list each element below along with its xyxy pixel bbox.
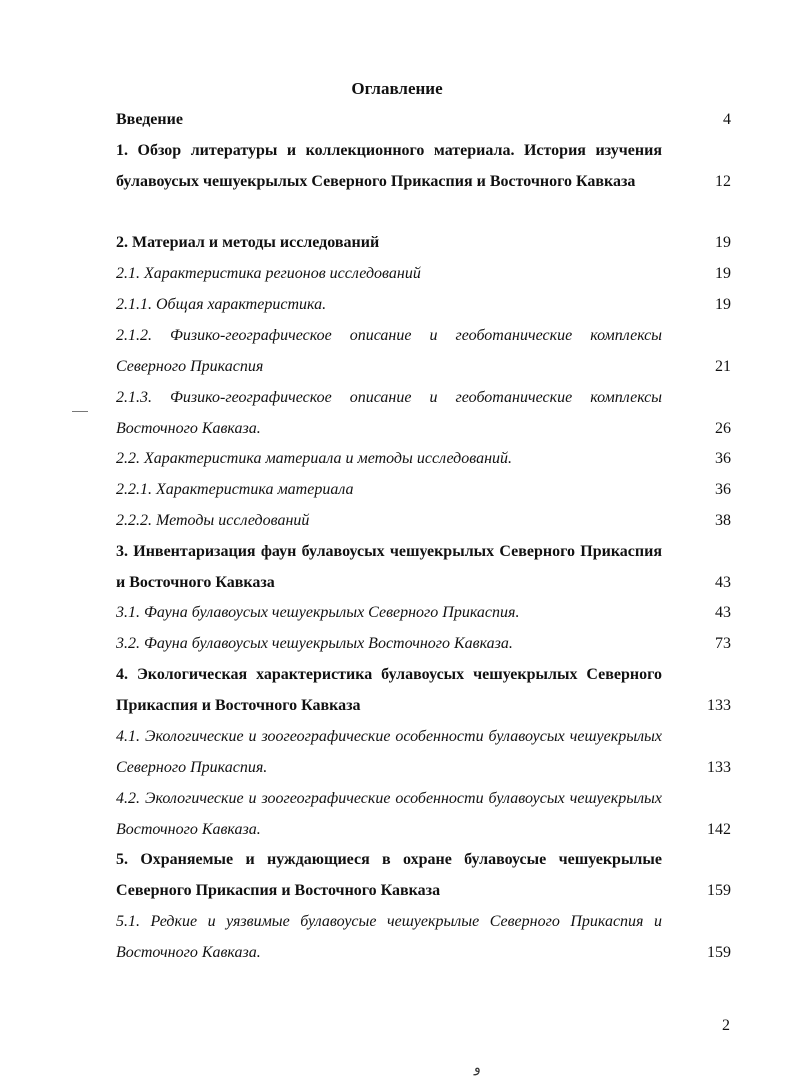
toc-entry-page: 21 — [715, 358, 731, 375]
toc-entry-4-2 — [116, 783, 731, 845]
toc-entry-3-2 — [116, 628, 731, 659]
toc-entry-page: 19 — [715, 265, 731, 282]
scan-artifact-dash — [72, 411, 88, 412]
toc-entry-page: 43 — [715, 574, 731, 591]
toc-entry-chapter-1 — [116, 135, 731, 197]
toc-entry-page: 12 — [715, 173, 731, 190]
toc-entry-text: 5.1. Редкие и уязвимые булавоусые чешуекрылые Северного Прикаспия и Восточного Кавказа. — [116, 913, 662, 961]
scan-artifact-mark: ﻭ — [474, 1061, 481, 1076]
toc-entry-chapter-3 — [116, 536, 731, 598]
toc-entry-page: 19 — [715, 296, 731, 313]
toc-entry-page: 26 — [715, 420, 731, 437]
toc-entry-page: 142 — [707, 821, 731, 838]
toc-entry-text: 1. Обзор литературы и коллекционного материала. История изучения булавоусых чешуекрылых Северного Прикаспия и Восточного Кавказа — [116, 142, 662, 190]
toc-entry-page: 133 — [707, 759, 731, 776]
page-number: 2 — [722, 1017, 730, 1034]
toc-entry-text: 2.1.3. Физико-географическое описание и геоботанические комплексы Восточного Кавказа. — [116, 389, 662, 437]
toc-entry-5-1 — [116, 906, 731, 968]
toc-entry-text: 3.1. Фауна булавоусых чешуекрылых Северного Прикаспия. — [116, 604, 520, 621]
toc-entry-2-2 — [116, 443, 731, 474]
toc-entry-page: 36 — [715, 481, 731, 498]
toc-entry-page: 159 — [707, 882, 731, 899]
toc-entry-text: 4.1. Экологические и зоогеографические особенности булавоусых чешуекрылых Северного Прикаспия. — [116, 728, 662, 776]
toc-entry-2-1-2 — [116, 320, 731, 382]
toc-entry-text: 2.2. Характеристика материала и методы исследований. — [116, 450, 513, 467]
toc-entry-page: 133 — [707, 697, 731, 714]
toc-entry-text: 2. Материал и методы исследований — [116, 234, 380, 251]
toc-entry-text: 2.1.1. Общая характеристика. — [116, 296, 327, 313]
toc-entry-3-1 — [116, 597, 731, 628]
toc-entry-text: 3. Инвентаризация фаун булавоусых чешуекрылых Северного Прикаспия и Восточного Кавказа — [116, 543, 662, 591]
toc-entry-chapter-4 — [116, 659, 731, 721]
toc-entry-4-1 — [116, 721, 731, 783]
toc-entry-2-1 — [116, 258, 731, 289]
toc-entry-text: 2.1. Характеристика регионов исследований — [116, 265, 421, 282]
toc-entry-page: 36 — [715, 450, 731, 467]
toc-entry-text: 3.2. Фауна булавоусых чешуекрылых Восточного Кавказа. — [116, 635, 513, 652]
toc-entry-page: 43 — [715, 604, 731, 621]
toc-entry-2-1-1 — [116, 289, 731, 320]
toc-entry-chapter-2 — [116, 227, 731, 258]
toc-entry-text: 2.1.2. Физико-географическое описание и геоботанические комплексы Северного Прикаспия — [116, 327, 662, 375]
toc-entry-2-1-3 — [116, 382, 731, 444]
toc-title: Оглавление — [351, 79, 443, 98]
toc-entry-page: 19 — [715, 234, 731, 251]
toc-entry-text: 4. Экологическая характеристика булавоусых чешуекрылых Северного Прикаспия и Восточного Кавказа — [116, 666, 662, 714]
toc-entry-page: 159 — [707, 944, 731, 961]
toc-entry-text: 2.2.2. Методы исследований — [116, 512, 310, 529]
toc-entry-page: 73 — [715, 635, 731, 652]
toc-entry-2-2-1 — [116, 474, 731, 505]
toc-entry-introduction — [116, 104, 731, 135]
toc-entry-page: 38 — [715, 512, 731, 529]
toc-entry-text: 5. Охраняемые и нуждающиеся в охране булавоусые чешуекрылые Северного Прикаспия и Восточного Кавказа — [116, 851, 662, 899]
toc-entry-chapter-5 — [116, 844, 731, 906]
toc-entry-text: Введение — [116, 111, 183, 128]
toc-entry-2-2-2 — [116, 505, 731, 536]
toc-entry-page: 4 — [723, 111, 731, 128]
toc-entry-text: 4.2. Экологические и зоогеографические особенности булавоусых чешуекрылых Восточного Кавказа. — [116, 790, 662, 838]
toc-entry-text: 2.2.1. Характеристика материала — [116, 481, 354, 498]
